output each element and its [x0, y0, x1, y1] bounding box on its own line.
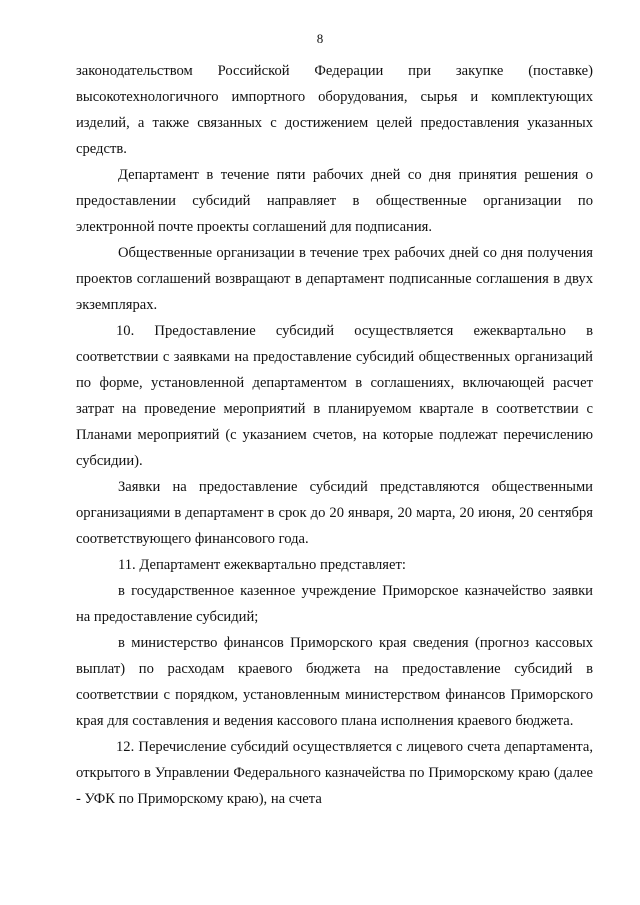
paragraph: 12. Перечисление субсидий осуществляется с лицевого счета департамента, открытого в Управлении Федерального казначейства по Приморскому краю (далее - УФК по Приморскому краю), на счета: [76, 739, 593, 807]
paragraph: в государственное казенное учреждение Приморское казначейство заявки на предоставление субсидий;: [76, 583, 593, 625]
paragraph: 11. Департамент ежеквартально представляет:: [118, 557, 406, 573]
document-body: [76, 58, 593, 812]
paragraph: законодательством Российской Федерации при закупке (поставке) высокотехнологичного импортного оборудования, сырья и комплектующих изделий, а также связанных с достижением целей предоставления указанных средств.: [76, 63, 593, 157]
paragraph: Департамент в течение пяти рабочих дней со дня принятия решения о предоставлении субсидий направляет в общественные организации по электронной почте проекты соглашений для подписания.: [76, 167, 593, 235]
paragraph: в министерство финансов Приморского края сведения (прогноз кассовых выплат) по расходам краевого бюджета на предоставление субсидий в соответствии с порядком, установленным министерством финансов Приморского края для составления и ведения кассового плана исполнения краевого бюджета.: [76, 635, 593, 729]
paragraph: Заявки на предоставление субсидий представляются общественными организациями в департамент в срок до 20 января, 20 марта, 20 июня, 20 сентября соответствующего финансового года.: [76, 479, 593, 547]
page-number: 8: [316, 31, 324, 46]
paragraph: Общественные организации в течение трех рабочих дней со дня получения проектов соглашений возвращают в департамент подписанные соглашения в двух экземплярах.: [76, 245, 593, 313]
paragraph: 10. Предоставление субсидий осуществляется ежеквартально в соответствии с заявками на предоставление субсидий общественных организаций по форме, установленной департаментом в соглашениях, включающей расчет затрат на проведение мероприятий в планируемом квартале в соответствии с Планами мероприятий (с указанием счетов, на которые подлежат перечислению субсидии).: [76, 323, 593, 469]
